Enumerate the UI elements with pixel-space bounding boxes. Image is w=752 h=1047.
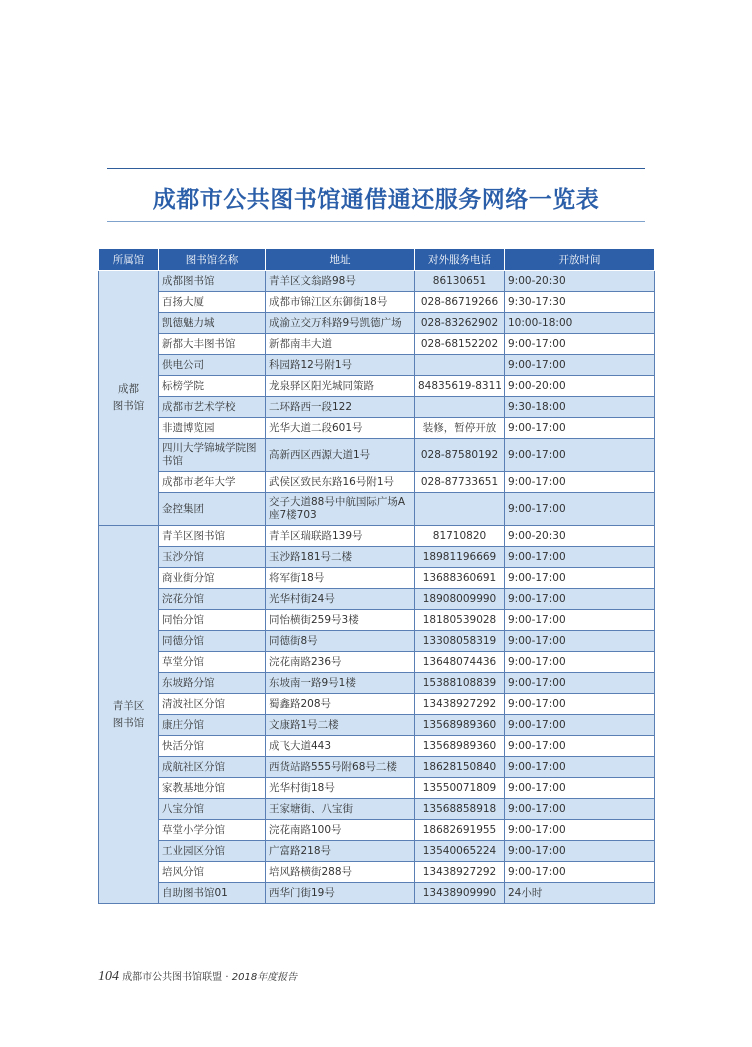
address-cell: 科园路12号附1号: [266, 355, 415, 376]
page-number: 104: [98, 969, 119, 984]
phone-cell: 13438909990: [415, 883, 505, 904]
hours-cell: 9:00-17:00: [505, 547, 655, 568]
table-row: [99, 493, 655, 526]
library-name-cell: 金控集团: [159, 493, 266, 526]
table-row: [99, 355, 655, 376]
library-name-cell: 培风分馆: [159, 862, 266, 883]
address-cell: 龙泉驿区阳光城同策路: [266, 376, 415, 397]
table-row: [99, 736, 655, 757]
library-name-cell: 非遗博览园: [159, 418, 266, 439]
group-label: [99, 526, 159, 904]
phone-cell: [415, 355, 505, 376]
hours-cell: 9:00-20:30: [505, 271, 655, 292]
hours-cell: 9:00-17:00: [505, 439, 655, 472]
hours-cell: 9:00-17:00: [505, 694, 655, 715]
table-body: [99, 271, 655, 904]
phone-cell: 028-87733651: [415, 472, 505, 493]
address-cell: 西货站路555号附68号二楼: [266, 757, 415, 778]
address-cell: 浣花南路100号: [266, 820, 415, 841]
hours-cell: 9:00-17:00: [505, 673, 655, 694]
address-cell: 蜀鑫路208号: [266, 694, 415, 715]
phone-cell: 13568989360: [415, 736, 505, 757]
hours-cell: 9:00-17:00: [505, 820, 655, 841]
table-row: [99, 376, 655, 397]
address-cell: 光华村街18号: [266, 778, 415, 799]
phone-cell: 028-86719266: [415, 292, 505, 313]
phone-cell: 18908009990: [415, 589, 505, 610]
phone-cell: 13550071809: [415, 778, 505, 799]
phone-cell: 18628150840: [415, 757, 505, 778]
table-row: [99, 439, 655, 472]
phone-cell: 13568858918: [415, 799, 505, 820]
table-row: [99, 526, 655, 547]
library-name-cell: 成都市艺术学校: [159, 397, 266, 418]
table-row: [99, 418, 655, 439]
address-cell: 文康路1号二楼: [266, 715, 415, 736]
address-cell: 高新西区西源大道1号: [266, 439, 415, 472]
table-row: [99, 841, 655, 862]
table-row: [99, 820, 655, 841]
hours-cell: 9:30-18:00: [505, 397, 655, 418]
address-cell: 培风路横街288号: [266, 862, 415, 883]
table-header-row: [99, 249, 655, 271]
header-address: 地址: [266, 249, 415, 271]
table-row: [99, 589, 655, 610]
hours-cell: 9:00-17:00: [505, 334, 655, 355]
group-label-line1: 青羊区: [112, 699, 145, 712]
phone-cell: 13438927292: [415, 862, 505, 883]
address-cell: 东坡南一路9号1楼: [266, 673, 415, 694]
address-cell: 青羊区文翁路98号: [266, 271, 415, 292]
table-row: [99, 292, 655, 313]
table-row: [99, 673, 655, 694]
address-cell: 成飞大道443: [266, 736, 415, 757]
library-name-cell: 四川大学锦城学院图书馆: [159, 439, 266, 472]
phone-cell: 028-87580192: [415, 439, 505, 472]
hours-cell: 9:00-17:00: [505, 715, 655, 736]
library-name-cell: 标榜学院: [159, 376, 266, 397]
address-cell: 成都市锦江区东御街18号: [266, 292, 415, 313]
table-row: [99, 652, 655, 673]
phone-cell: 028-83262902: [415, 313, 505, 334]
table-row: [99, 631, 655, 652]
hours-cell: 9:00-17:00: [505, 610, 655, 631]
library-name-cell: 供电公司: [159, 355, 266, 376]
phone-cell: 13308058319: [415, 631, 505, 652]
table-row: [99, 397, 655, 418]
group-label-line2: 图书馆: [112, 400, 145, 412]
phone-cell: 装修，暂停开放: [415, 418, 505, 439]
phone-cell: 18981196669: [415, 547, 505, 568]
table-row: [99, 694, 655, 715]
table-row: [99, 313, 655, 334]
library-name-cell: 商业街分馆: [159, 568, 266, 589]
library-name-cell: 凯德魅力城: [159, 313, 266, 334]
library-name-cell: 浣花分馆: [159, 589, 266, 610]
footer-text: 成都市公共图书馆联盟 ·: [122, 972, 232, 983]
hours-cell: 9:00-17:00: [505, 652, 655, 673]
address-cell: 西华门街19号: [266, 883, 415, 904]
footer-year: 2018年度报告: [231, 972, 298, 983]
library-name-cell: 康庄分馆: [159, 715, 266, 736]
header-affiliation: 所属馆: [99, 249, 159, 271]
library-name-cell: 百扬大厦: [159, 292, 266, 313]
library-name-cell: 工业园区分馆: [159, 841, 266, 862]
phone-cell: 13568989360: [415, 715, 505, 736]
library-name-cell: 成都市老年大学: [159, 472, 266, 493]
hours-cell: 9:00-17:00: [505, 418, 655, 439]
library-name-cell: 自助图书馆01: [159, 883, 266, 904]
library-name-cell: 同德分馆: [159, 631, 266, 652]
address-cell: 青羊区瑞联路139号: [266, 526, 415, 547]
page-footer: [98, 968, 297, 985]
hours-cell: 9:00-20:00: [505, 376, 655, 397]
table-row: [99, 757, 655, 778]
hours-cell: 10:00-18:00: [505, 313, 655, 334]
table-row: [99, 778, 655, 799]
phone-cell: 13540065224: [415, 841, 505, 862]
hours-cell: 9:00-17:00: [505, 736, 655, 757]
address-cell: 玉沙路181号二楼: [266, 547, 415, 568]
hours-cell: 9:00-17:00: [505, 589, 655, 610]
hours-cell: 9:00-20:30: [505, 526, 655, 547]
table-row: [99, 547, 655, 568]
address-cell: 将军街18号: [266, 568, 415, 589]
header-phone: 对外服务电话: [415, 249, 505, 271]
address-cell: 王家塘街、八宝街: [266, 799, 415, 820]
phone-cell: 81710820: [415, 526, 505, 547]
library-name-cell: 成都图书馆: [159, 271, 266, 292]
table-row: [99, 610, 655, 631]
hours-cell: 9:00-17:00: [505, 355, 655, 376]
address-cell: 新都南丰大道: [266, 334, 415, 355]
library-name-cell: 清波社区分馆: [159, 694, 266, 715]
address-cell: 同德街8号: [266, 631, 415, 652]
group-label-line1: 成都: [118, 383, 139, 395]
title-block: [107, 168, 645, 222]
phone-cell: [415, 493, 505, 526]
header-hours: 开放时间: [505, 249, 655, 271]
address-cell: 广富路218号: [266, 841, 415, 862]
address-cell: 光华大道二段601号: [266, 418, 415, 439]
hours-cell: 9:00-17:00: [505, 757, 655, 778]
phone-cell: 13438927292: [415, 694, 505, 715]
phone-cell: 18682691955: [415, 820, 505, 841]
hours-cell: 24小时: [505, 883, 655, 904]
phone-cell: 86130651: [415, 271, 505, 292]
table-row: [99, 334, 655, 355]
table-row: [99, 472, 655, 493]
table-row: [99, 883, 655, 904]
library-name-cell: 草堂小学分馆: [159, 820, 266, 841]
address-cell: 成渝立交万科路9号凯德广场: [266, 313, 415, 334]
address-cell: 二环路西一段122: [266, 397, 415, 418]
phone-cell: 15388108839: [415, 673, 505, 694]
group-label-line2: 图书馆: [112, 716, 145, 729]
library-name-cell: 青羊区图书馆: [159, 526, 266, 547]
library-name-cell: 成航社区分馆: [159, 757, 266, 778]
hours-cell: 9:00-17:00: [505, 862, 655, 883]
library-name-cell: 家教基地分馆: [159, 778, 266, 799]
library-name-cell: 同怡分馆: [159, 610, 266, 631]
address-cell: 交子大道88号中航国际广场A座7楼703: [266, 493, 415, 526]
library-name-cell: 八宝分馆: [159, 799, 266, 820]
hours-cell: 9:00-17:00: [505, 568, 655, 589]
table-row: [99, 799, 655, 820]
table-row: [99, 715, 655, 736]
library-name-cell: 东坡路分馆: [159, 673, 266, 694]
hours-cell: 9:00-17:00: [505, 631, 655, 652]
library-name-cell: 玉沙分馆: [159, 547, 266, 568]
table-row: [99, 271, 655, 292]
library-name-cell: 草堂分馆: [159, 652, 266, 673]
address-cell: 浣花南路236号: [266, 652, 415, 673]
group-label: [99, 271, 159, 526]
hours-cell: 9:00-17:00: [505, 493, 655, 526]
address-cell: 武侯区致民东路16号附1号: [266, 472, 415, 493]
phone-cell: 028-68152202: [415, 334, 505, 355]
header-library-name: 图书馆名称: [159, 249, 266, 271]
address-cell: 光华村街24号: [266, 589, 415, 610]
phone-cell: 18180539028: [415, 610, 505, 631]
page-title: 成都市公共图书馆通借通还服务网络一览表: [152, 187, 600, 213]
hours-cell: 9:00-17:00: [505, 778, 655, 799]
hours-cell: 9:00-17:00: [505, 799, 655, 820]
phone-cell: [415, 397, 505, 418]
hours-cell: 9:00-17:00: [505, 472, 655, 493]
library-network-table: [98, 248, 655, 904]
phone-cell: 13688360691: [415, 568, 505, 589]
table-row: [99, 862, 655, 883]
table-row: [99, 568, 655, 589]
hours-cell: 9:30-17:30: [505, 292, 655, 313]
phone-cell: 13648074436: [415, 652, 505, 673]
library-name-cell: 新都大丰图书馆: [159, 334, 266, 355]
hours-cell: 9:00-17:00: [505, 841, 655, 862]
library-name-cell: 快活分馆: [159, 736, 266, 757]
address-cell: 同怡横街259号3楼: [266, 610, 415, 631]
phone-cell: 84835619-8311: [415, 376, 505, 397]
